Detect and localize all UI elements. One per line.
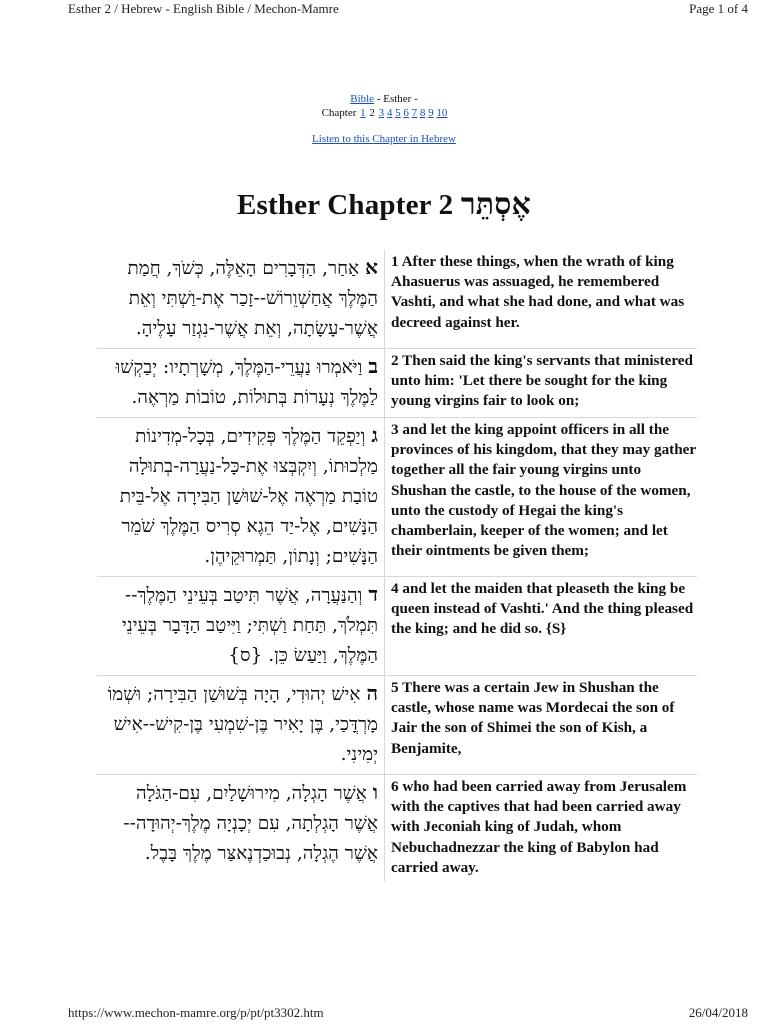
chapter-link-6[interactable]: 6: [403, 107, 409, 119]
hebrew-verse-text: אֲשֶׁר הָגְלָה, מִירוּשָׁלַיִם, עִם-הַגֹּלָה אֲשֶׁר הָגְלְתָה, עִם יְכָנְיָה מֶלֶךְ-יְהוּדָה--אֲשֶׁר הֶגְלָה, נְבוּכַדְנֶאצַּר מֶלֶךְ בָּבֶל.: [123, 783, 378, 864]
chapter-label: Chapter: [321, 107, 357, 119]
english-verse-number: 6: [391, 778, 399, 795]
english-verse: [385, 676, 697, 774]
english-verse-text: Then said the king's servants that ministered unto him: 'Let there be sought for the king young virgins fair to look on;: [391, 352, 693, 410]
english-verse-number: 3: [391, 421, 399, 438]
english-verse-text: who had been carried away from Jerusalem with the captives that had been carried away with Jeconiah king of Judah, whom Nebuchadnezzar the king of Babylon had carried away.: [391, 778, 687, 876]
chapter-link-4[interactable]: 4: [386, 107, 393, 119]
print-header: [68, 0, 748, 20]
hebrew-verse-text: וַיֹּאמְרוּ נַעֲרֵי-הַמֶּלֶךְ, מְשָׁרְתָיו: יְבַקְשׁוּ לַמֶּלֶךְ נְעָרוֹת בְּתוּלוֹת, טוֹבוֹת מַרְאֶה.: [115, 357, 378, 408]
english-verse: [385, 418, 697, 576]
hebrew-verse: [97, 676, 385, 774]
hebrew-verse: [97, 775, 385, 882]
english-verse-text: and let the maiden that pleaseth the king be queen instead of Vashti.' And the thing pleased the king; and he did so. {S}: [391, 580, 694, 638]
verse-row: [97, 418, 697, 577]
listen-section: [0, 133, 768, 145]
page-title-english: Esther Chapter 2: [236, 189, 454, 221]
print-date: 26/04/2018: [688, 1005, 748, 1020]
chapter-link-8[interactable]: 8: [419, 107, 426, 119]
hebrew-verse-number: א: [365, 255, 378, 279]
listen-audio-link[interactable]: Listen to this Chapter in Hebrew: [312, 133, 456, 145]
page-title-hebrew: אֶסְתֵּר: [460, 188, 532, 221]
hebrew-verse-text: וְיַפְקֵד הַמֶּלֶךְ פְּקִידִים, בְּכָל-מְדִינוֹת מַלְכוּתוֹ, וְיִקְבְּצוּ אֶת-כָּל-נַעֲרָה-בְתוּלָה טוֹבַת מַרְאֶה אֶל-שׁוּשַׁן הַבִּירָה אֶל-בֵּית הַנָּשִׁים, אֶל-יַד הֵגֶא סְרִיס הַמֶּלֶךְ שֹׁמֵר הַנָּשִׁים; וְנָתוֹן, תַּמְרוּקֵיהֶן.: [119, 426, 378, 567]
english-verse-number: 1: [391, 253, 399, 270]
bible-link[interactable]: Bible: [350, 93, 375, 105]
hebrew-verse: [97, 349, 385, 417]
verse-row: [97, 349, 697, 418]
chapter-navigation: [0, 92, 768, 120]
hebrew-verse-text: אַחַר, הַדְּבָרִים הָאֵלֶּה, כְּשֹׁךְ, חֲמַת הַמֶּלֶךְ אֲחַשְׁוֵרוֹשׁ--זָכַר אֶת-וַשְׁתִּי וְאֵת אֲשֶׁר-עָשָׂתָה, וְאֵת אֲשֶׁר-נִגְזַר עָלֶיהָ.: [127, 258, 378, 339]
english-verse-text: After these things, when the wrath of king Ahasuerus was assuaged, he remembered Vashti, and what she had done, and what was decreed against her.: [391, 253, 685, 331]
verse-row: [97, 250, 697, 349]
english-verse-number: 2: [391, 352, 399, 369]
chapter-link-1[interactable]: 1: [360, 107, 366, 119]
verse-table: [97, 250, 697, 882]
verse-row: [97, 676, 697, 775]
verse-row: [97, 775, 697, 882]
hebrew-verse: [97, 418, 385, 576]
print-header-title: Esther 2 / Hebrew - English Bible / Mechon-Mamre: [68, 1, 339, 16]
chapter-link-9[interactable]: 9: [428, 107, 434, 119]
breadcrumb: [0, 92, 768, 106]
hebrew-verse-number: ג: [371, 423, 378, 447]
hebrew-verse: [97, 577, 385, 675]
english-verse: [385, 775, 697, 882]
hebrew-verse-text: וְהַנַּעֲרָה, אֲשֶׁר תִּיטַב בְּעֵינֵי הַמֶּלֶךְ--תִּמְלֹךְ, תַּחַת וַשְׁתִּי; וַיִּיטַב הַדָּבָר בְּעֵינֵי הַמֶּלֶךְ, וַיַּעַשׂ כֵּן. {ס}: [121, 585, 378, 666]
english-verse: [385, 577, 697, 675]
chapter-link-10[interactable]: 10: [436, 107, 448, 119]
verse-row: [97, 577, 697, 676]
chapter-link-3[interactable]: 3: [378, 107, 385, 119]
chapter-list: [0, 106, 768, 120]
page-title: [0, 188, 768, 222]
print-footer: [68, 1004, 748, 1024]
chapter-link-5[interactable]: 5: [395, 107, 401, 119]
hebrew-verse-number: ד: [368, 582, 378, 606]
chapter-link-7[interactable]: 7: [411, 107, 418, 119]
english-verse: [385, 349, 697, 417]
english-verse: [385, 250, 697, 348]
page-url: https://www.mechon-mamre.org/p/pt/pt3302.htm: [68, 1005, 324, 1020]
hebrew-verse: [97, 250, 385, 348]
hebrew-verse-number: ב: [368, 354, 378, 378]
hebrew-verse-number: ו: [372, 780, 378, 804]
english-verse-text: There was a certain Jew in Shushan the castle, whose name was Mordecai the son of Jair the son of Shimei the son of Kish, a Benjamite,: [391, 679, 675, 757]
english-verse-number: 4: [391, 580, 399, 597]
hebrew-verse-number: ה: [366, 681, 378, 705]
english-verse-number: 5: [391, 679, 399, 696]
chapter-current: 2: [369, 107, 375, 119]
page-counter: Page 1 of 4: [689, 1, 748, 16]
book-name: - Esther -: [374, 93, 418, 105]
english-verse-text: and let the king appoint officers in all the provinces of his kingdom, that they may gather together all the fair young virgins unto Shushan the castle, to the house of the women, unto the custody of Hegai the king's chamberlain, keeper of the women; and let their ointments be given them;: [391, 421, 696, 560]
hebrew-verse-text: אִישׁ יְהוּדִי, הָיָה בְּשׁוּשַׁן הַבִּירָה; וּשְׁמוֹ מָרְדֳּכַי, בֶּן יָאִיר בֶּן-שִׁמְעִי בֶּן-קִישׁ--אִישׁ יְמִינִי.: [107, 684, 378, 765]
